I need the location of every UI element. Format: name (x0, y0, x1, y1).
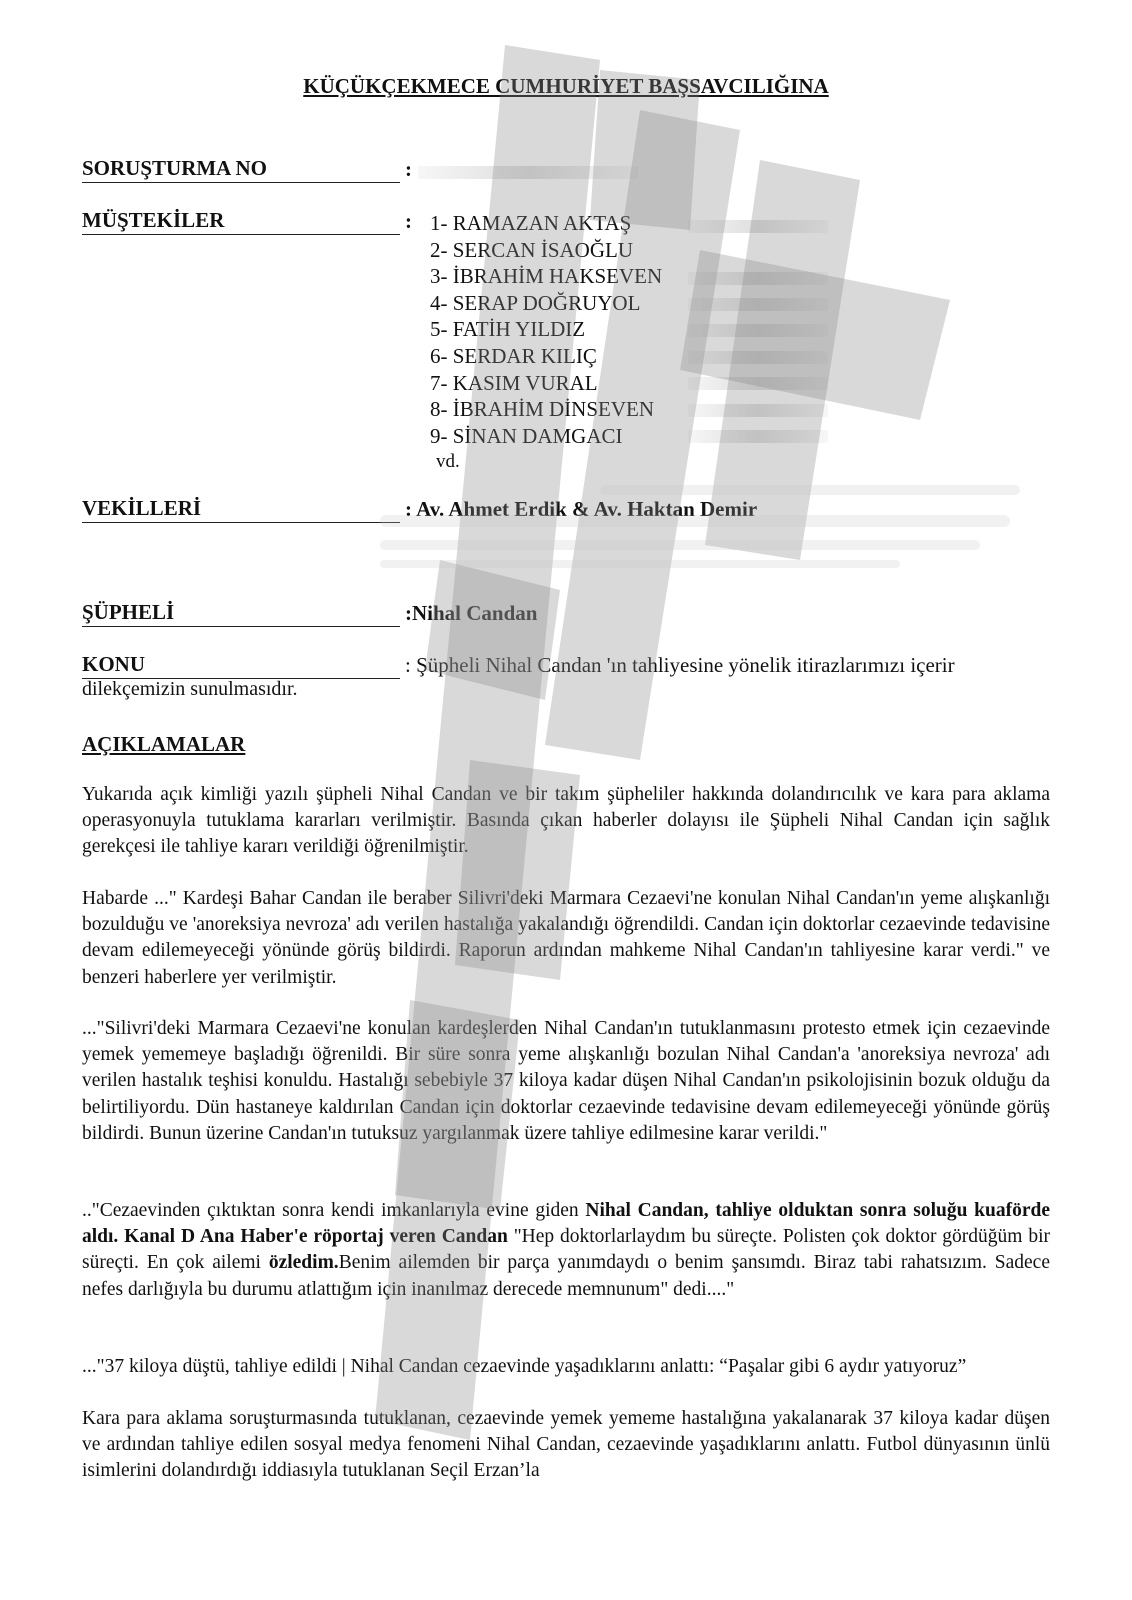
subject-value: : Şüpheli Nihal Candan 'ın tahliyesine yönelik itirazlarımızı içerir (405, 653, 955, 677)
complainant-item: 5- FATİH YILDIZ (430, 317, 586, 342)
complainant-item: 1- RAMAZAN AKTAŞ (430, 211, 632, 235)
complainant-item: 6- SERDAR KILIÇ (430, 343, 597, 368)
paragraph-4-text: Benim ailemden bir parça yanımdaydı o benim şansımdı. Biraz tabi rahatsızım. Sadece nefes darlığıyla bu durumu atlattığım için inanılmaz derecede memnunum" dedi...." (82, 1252, 1050, 1300)
redacted-complainant-id (688, 430, 828, 443)
suspect-value: :Nihal Candan (405, 601, 538, 625)
explanations-heading: AÇIKLAMALAR (82, 732, 246, 756)
complainant-item: vd. (436, 451, 460, 473)
paragraph-4-text: "Hep doktorlarlaydım bu süreçte. Polisten çok doktor gördüğüm bir süreçti. En çok ailemi (82, 1226, 1050, 1274)
subject-continuation: dilekçemizin sunulmasıdır. (82, 678, 298, 700)
paragraph-1: Yukarıda açık kimliği yazılı şüpheli Nihal Candan ve bir takım şüpheliler hakkında dolandırıcılık ve kara para aklama operasyonuyla tutuklama kararları verilmiştir. Basında çıkan haberler dolayısı ile Şüpheli Nihal Candan için sağlık gerekçesi ile tahliye kararı verildiği öğrenilmiştir. (82, 784, 1050, 858)
redacted-investigation-number (418, 166, 638, 179)
complainant-item: 9- SİNAN DAMGACI (430, 423, 623, 448)
document-title: KÜÇÜKÇEKMECE CUMHURİYET BAŞSAVCILIĞINA (303, 74, 829, 98)
investigation-no-label: SORUŞTURMA NO (82, 156, 400, 183)
paragraph-4 (82, 1198, 1050, 1303)
complainants-colon: : (405, 209, 412, 233)
complainant-item: 2- SERCAN İSAOĞLU (430, 237, 634, 262)
redacted-complainant-id (688, 404, 828, 417)
redacted-complainant-id (688, 272, 828, 285)
redacted-complainant-id (688, 351, 828, 364)
paragraph-2: Habarde ..." Kardeşi Bahar Candan ile beraber Silivri'deki Marmara Cezaevi'ne konulan Nihal Candan'ın yeme alışkanlığı bozulduğu ve 'anoreksiya nevroza' adı verilen hastalığa yakalandığı öğrendildi. Candan için doktorlar cezaevinde tedavisine devam edilemeyeceği yönünde görüş bildirdi. Raporun ardından mahkeme Nihal Candan'ın tahliyesine karar verdi." ve benzeri haberlere yer verilmiştir. (82, 888, 1050, 988)
attorneys-value: : Av. Ahmet Erdik & Av. Haktan Demir (405, 497, 758, 521)
attorneys-label: VEKİLLERİ (82, 496, 400, 523)
complainant-item: 4- SERAP DOĞRUYOL (430, 290, 641, 315)
redacted-complainant-id (688, 324, 828, 337)
redacted-complainant-id (688, 220, 828, 233)
complainant-item: 8- İBRAHİM DİNSEVEN (430, 397, 654, 422)
complainant-item: 3- İBRAHİM HAKSEVEN (430, 264, 663, 289)
redacted-complainant-id (688, 298, 828, 311)
paragraph-4-bold: Nihal Candan, tahliye olduktan sonra soluğu kuaförde aldı. Kanal D Ana Haber'e röportaj veren Candan (82, 1200, 1050, 1248)
investigation-no-colon: : (405, 157, 412, 181)
paragraph-5: ..."37 kiloya düştü, tahliye edildi | Nihal Candan cezaevinde yaşadıklarını anlattı: “Paşalar gibi 6 aydır yatıyoruz” (82, 1356, 967, 1377)
paragraph-4-text: .."Cezaevinden çıktıktan sonra kendi imkanlarıyla evine giden (82, 1200, 586, 1221)
suspect-label: ŞÜPHELİ (82, 600, 400, 627)
complainant-item: 7- KASIM VURAL (430, 370, 598, 395)
subject-label: KONU (82, 652, 400, 679)
paragraph-6: Kara para aklama soruşturmasında tutuklanan, cezaevinde yemek yememe hastalığına yakalanarak 37 kiloya kadar düşen ve ardından tahliye edilen sosyal medya fenomeni Nihal Candan, cezaevinde yaşadıklarını anlattı. Futbol dünyasının ünlü isimlerini dolandırdığı iddiasıyla tutuklanan Seçil Erzan’la (82, 1408, 1050, 1482)
paragraph-3: ..."Silivri'deki Marmara Cezaevi'ne konulan kardeşlerden Nihal Candan'ın tutuklanmasını protesto etmek için cezaevinde yemek yememeye başladığı öğrenildi. Bir süre sonra yeme alışkanlığı bozulan Nihal Candan'a 'anoreksiya nevroza' adı verilen hastalık teşhisi konuldu. Hastalığı sebebiyle 37 kiloya kadar düşen Nihal Candan'ın psikolojisinin bozuk olduğu da belirtiliyordu. Dün hastaneye kaldırılan Candan için doktorlar cezaevinde tedavisine devam edilemeyeceği yönünde görüş bildirdi. Bunun üzerine Candan'ın tutuksuz yargılanmak üzere tahliye edilmesine karar verildi." (82, 1018, 1050, 1144)
complainants-list (430, 210, 662, 476)
redacted-complainant-id (688, 377, 828, 390)
complainants-label: MÜŞTEKİLER (82, 208, 400, 235)
paragraph-4-bold: özledim. (268, 1252, 339, 1274)
